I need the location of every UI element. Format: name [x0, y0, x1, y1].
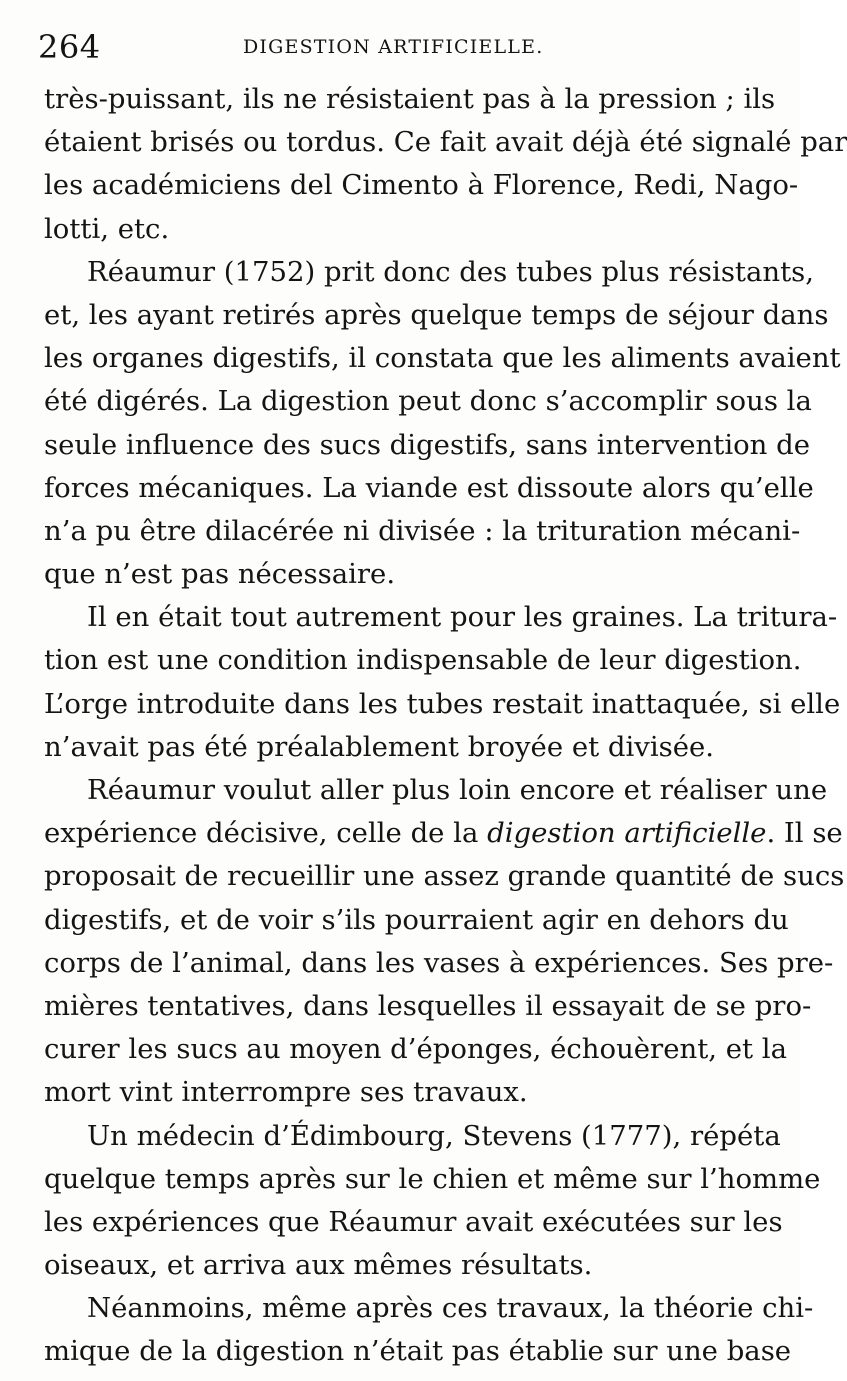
text-line: Il en était tout autrement pour les graines. La tritura-: [87, 601, 838, 634]
text-line: corps de l’animal, dans les vases à expériences. Ses pre-: [44, 946, 834, 979]
paragraph: [44, 1287, 814, 1373]
text-line: lotti, etc.: [44, 212, 170, 245]
paragraph: [44, 251, 841, 597]
text-line: et, les ayant retirés après quelque temps de séjour dans: [44, 298, 829, 331]
text-line: expérience décisive, celle de la digestion artificielle. Il se: [44, 817, 843, 850]
text-line: oiseaux, et arriva aux mêmes résultats.: [44, 1249, 593, 1282]
text-line: mières tentatives, dans lesquelles il essayait de se pro-: [44, 989, 812, 1022]
page-header: [38, 28, 768, 78]
text-line: n’avait pas été préalablement broyée et divisée.: [44, 730, 715, 763]
text-line: très-puissant, ils ne résistaient pas à la pression ; ils: [44, 83, 776, 115]
text-line: curer les sucs au moyen d’éponges, échouèrent, et la: [44, 1033, 787, 1066]
text-line: n’a pu être dilacérée ni divisée : la trituration mécani-: [44, 514, 801, 547]
text-line: été digérés. La digestion peut donc s’accomplir sous la: [44, 385, 812, 418]
text-line: Un médecin d’Édimbourg, Stevens (1777), répéta: [87, 1119, 781, 1152]
body-text: [44, 78, 847, 1374]
paragraph: [44, 1115, 821, 1288]
text-line: Réaumur (1752) prit donc des tubes plus résistants,: [87, 255, 814, 288]
text-line: Réaumur voulut aller plus loin encore et réaliser une: [87, 774, 828, 806]
text-line: les organes digestifs, il constata que les aliments avaient: [44, 342, 841, 375]
text-line: L’orge introduite dans les tubes restait inattaquée, si elle: [44, 687, 841, 720]
text-line: Néanmoins, même après ces travaux, la théorie chi-: [87, 1292, 814, 1325]
text-line: seule influence des sucs digestifs, sans intervention de: [44, 428, 810, 461]
text-line: quelque temps après sur le chien et même sur l’homme: [44, 1162, 821, 1195]
text-line: tion est une condition indispensable de leur digestion.: [44, 644, 802, 677]
text-line: que n’est pas nécessaire.: [44, 558, 396, 591]
page-number: 264: [38, 28, 101, 66]
paragraph: [44, 596, 841, 769]
text-line: étaient brisés ou tordus. Ce fait avait déjà été signalé par: [44, 126, 847, 159]
text-line: digestifs, et de voir s’ils pourraient agir en dehors du: [44, 903, 789, 936]
paragraph: [44, 769, 845, 1115]
paragraph: [44, 78, 847, 251]
text-line: mort vint interrompre ses travaux.: [44, 1076, 528, 1109]
running-title: DIGESTION ARTIFICIELLE.: [243, 36, 544, 58]
text-line: proposait de recueillir une assez grande quantité de sucs: [44, 860, 845, 893]
text-line: forces mécaniques. La viande est dissoute alors qu’elle: [44, 471, 814, 504]
text-line: les expériences que Réaumur avait exécutées sur les: [44, 1205, 783, 1238]
italic-phrase: digestion artificielle: [487, 817, 767, 850]
text-line: mique de la digestion n’était pas établie sur une base: [44, 1335, 792, 1368]
text-line: les académiciens del Cimento à Florence, Redi, Nago-: [44, 169, 799, 202]
